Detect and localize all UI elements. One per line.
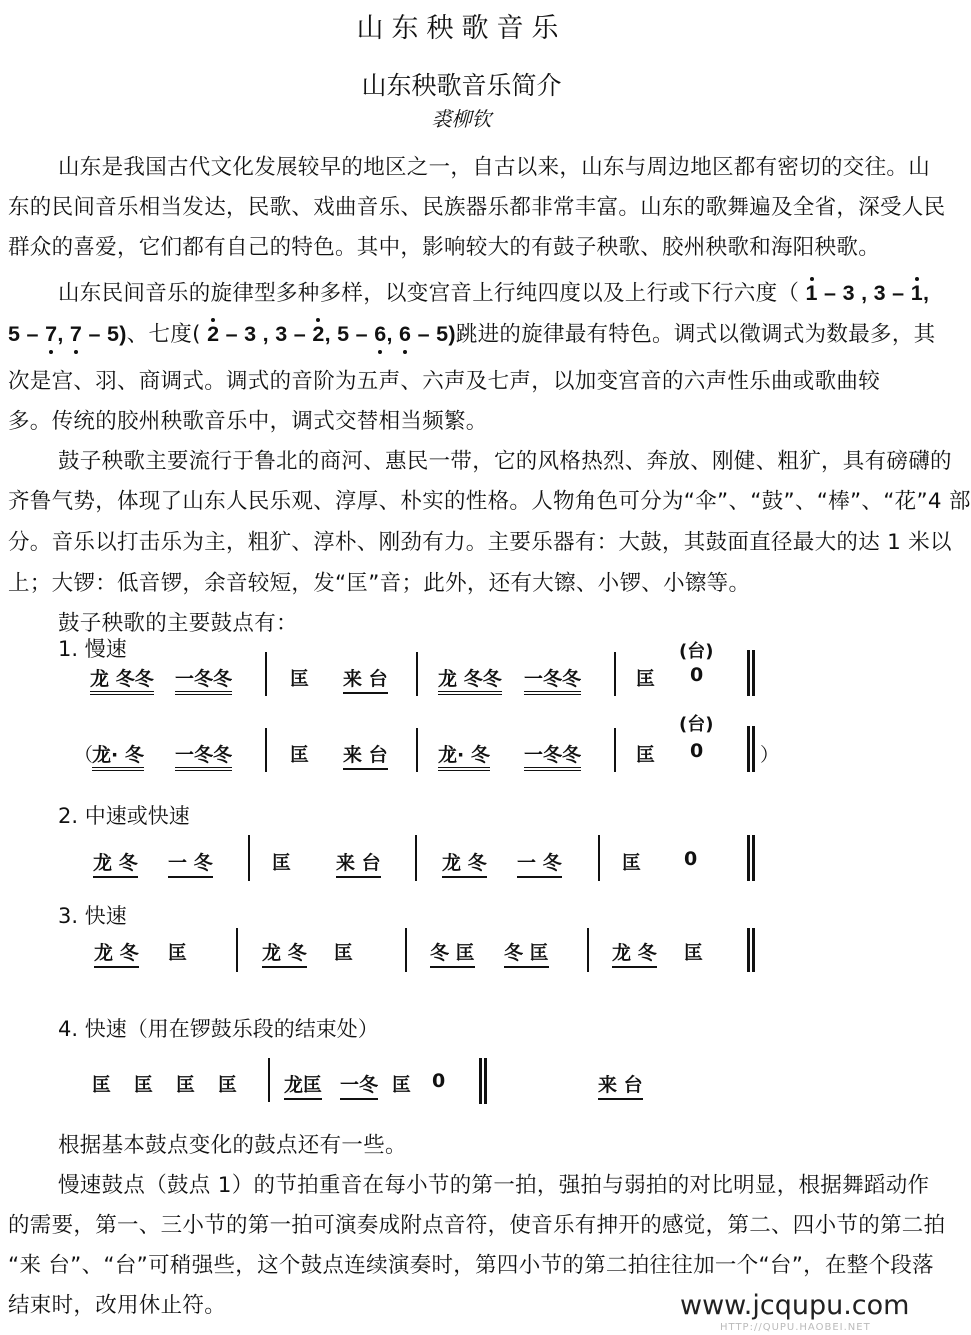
interval-comma: , (923, 281, 930, 305)
note-text: 龙 冬 (94, 942, 139, 968)
note-text: 龙 冬 (93, 852, 138, 878)
p2-text: 山东民间音乐的旋律型多种多样，以变宫音上行纯四度以及上行或下行六度（ (58, 281, 800, 306)
note-text: 匡 (176, 1074, 196, 1096)
optional-note: (台) (679, 641, 714, 662)
barline (614, 652, 616, 696)
paragraph-3-line-2: 齐鲁气势，体现了山东人民乐观、淳厚、朴实的性格。人物角色可分为“伞”、“鼓”、“棒”、“花”4 部 (8, 489, 971, 514)
barline (416, 728, 418, 772)
paragraph-6-line-2: 的需要，第一、三小节的第一拍可演奏成附点音符，使音乐有抻开的感觉，第二、四小节的第二拍 (8, 1213, 946, 1238)
note-group (612, 938, 657, 965)
note-text: 冬 匡 (430, 942, 475, 968)
note-text: 匡 (290, 668, 310, 690)
note-group (175, 664, 232, 691)
paragraph-1-line-2: 东的民间音乐相当发达，民歌、戏曲音乐、民族器乐都非常丰富。山东的歌舞遍及全省，深受人民 (8, 195, 946, 220)
interval-text: – 5) (417, 322, 456, 346)
note-text: 一 冬 (517, 852, 562, 878)
barline (614, 728, 616, 772)
interval-text: – 5) (88, 322, 127, 346)
paragraph-1-line-3: 群众的喜爱，它们都有自己的特色。其中，影响较大的有鼓子秧歌、胶州秧歌和海阳秧歌。 (8, 235, 881, 260)
open-paren: （ (74, 744, 94, 766)
watermark-site: www.jcqupu.com (680, 1290, 910, 1321)
document-title: 山东秧歌音乐 (356, 13, 567, 44)
note-text: 龙 冬 (262, 942, 307, 968)
note-text: 来 台 (343, 668, 388, 694)
rest-zero: 0 (690, 664, 704, 686)
note-text: 龙 冬 (612, 942, 657, 968)
note-group (524, 740, 581, 767)
high-note: 1 (805, 281, 818, 305)
note-text: 龙 冬冬 (438, 668, 502, 695)
note-text: 匡 (636, 744, 656, 766)
note-text: 来 台 (336, 852, 381, 878)
note-text: 来 台 (343, 744, 388, 770)
note-group (524, 664, 581, 691)
final-double-barline (747, 726, 755, 772)
rest-zero: 0 (684, 848, 698, 870)
note-group (262, 938, 307, 965)
interval-comma: , (57, 322, 64, 346)
watermark-faint: HTTP://QUPU.HAOBEI.NET (720, 1322, 871, 1333)
final-double-barline (479, 1058, 487, 1104)
high-note: 1 (910, 281, 923, 305)
pattern-4-heading: 4. 快速（用在锣鼓乐段的结束处） (58, 1017, 379, 1041)
note-text: 龙· 冬 (92, 744, 144, 771)
barline (416, 652, 418, 696)
note-group (94, 938, 139, 965)
note-group (517, 848, 562, 875)
final-double-barline (747, 928, 755, 972)
note-text: 匡 (272, 852, 292, 874)
note-group (340, 1070, 378, 1097)
note-group (438, 740, 490, 767)
note-group (504, 938, 549, 965)
paragraph-6-line-4: 结束时，改用休止符。 (8, 1293, 227, 1318)
interval-text: – 3 , 3 – (225, 322, 307, 346)
interval-text: – 3 , 3 – (824, 281, 905, 305)
paragraph-1-line-1: 山东是我国古代文化发展较早的地区之一，自古以来，山东与周边地区都有密切的交往。山 (58, 155, 931, 180)
low-note: 7 (69, 322, 83, 346)
note-text: 匡 (392, 1074, 412, 1096)
note-text: 匡 (622, 852, 642, 874)
note-group (336, 848, 381, 875)
note-group (284, 1070, 322, 1097)
barline (587, 928, 589, 972)
note-text: 龙匡 (284, 1074, 322, 1100)
note-group (168, 848, 213, 875)
note-text: 一冬冬 (524, 744, 581, 771)
high-note: 2 (312, 322, 325, 346)
paragraph-6-line-1: 慢速鼓点（鼓点 1）的节拍重音在每小节的第一拍，强拍与弱拍的对比明显，根据舞蹈动作 (58, 1173, 930, 1198)
note-text: 龙 冬冬 (90, 668, 154, 695)
note-text: 匡 (218, 1074, 238, 1096)
low-note: 7 (45, 322, 58, 346)
paragraph-2-line-3: 次是宫、羽、商调式。调式的音阶为五声、六声及七声，以加变宫音的六声性乐曲或歌曲较 (8, 369, 881, 394)
note-text: 龙· 冬 (438, 744, 490, 771)
barline (598, 835, 600, 881)
barline (268, 1058, 270, 1102)
paragraph-2-line-2 (8, 317, 935, 348)
barline (405, 928, 407, 972)
note-text: 匡 (168, 942, 188, 964)
close-paren: ） (760, 744, 780, 766)
barline (248, 835, 250, 881)
note-text: 匡 (92, 1074, 112, 1096)
barline (265, 652, 267, 696)
author-name: 裘柳钦 (431, 107, 492, 131)
pattern-2-heading: 2. 中速或快速 (58, 804, 190, 828)
optional-note: (台) (679, 714, 714, 735)
note-text: 龙 冬 (442, 852, 487, 878)
p2-text: 、七度( (126, 322, 201, 347)
paragraph-2-line-4: 多。传统的胶州秧歌音乐中，调式交替相当频繁。 (8, 409, 488, 434)
paragraph-2-line-1 (58, 276, 929, 307)
final-double-barline (747, 650, 755, 696)
note-group (343, 740, 388, 767)
note-group (92, 740, 144, 767)
low-note: 6 (399, 322, 412, 346)
note-group (343, 664, 388, 691)
high-note: 2 (207, 322, 220, 346)
note-group (430, 938, 475, 965)
barline (236, 928, 238, 972)
paragraph-3-line-4: 上；大锣：低音锣，余音较短，发“匡”音；此外，还有大镲、小锣、小镲等。 (8, 571, 751, 596)
low-note: 6 (374, 322, 387, 346)
note-text: 一冬冬 (175, 744, 232, 771)
paragraph-5: 根据基本鼓点变化的鼓点还有一些。 (58, 1133, 407, 1158)
note-text: 一冬 (340, 1074, 378, 1100)
note-text: 匡 (134, 1074, 154, 1096)
note-text: 匡 (636, 668, 656, 690)
note-text: 一 冬 (168, 852, 213, 878)
pattern-3-heading: 3. 快速 (58, 904, 127, 928)
p2-text: 跳进的旋律最有特色。调式以徵调式为数最多，其 (455, 322, 936, 347)
interval-text: , 5 – (324, 322, 368, 346)
note-group (93, 848, 138, 875)
final-double-barline (747, 835, 755, 881)
paragraph-6-line-3: “来 台”、“台”可稍强些，这个鼓点连续演奏时，第四小节的第二拍往往加一个“台”，在整个段落 (8, 1253, 934, 1278)
note-text: 一冬冬 (524, 668, 581, 695)
note-group (90, 664, 154, 691)
note-group (442, 848, 487, 875)
note-text: 匡 (684, 942, 704, 964)
note-text: 来 台 (598, 1074, 643, 1100)
interval-text: 5 – (8, 322, 39, 346)
article-subtitle: 山东秧歌音乐简介 (361, 71, 562, 100)
rest-zero: 0 (432, 1070, 446, 1092)
note-group (175, 740, 232, 767)
note-group (598, 1070, 643, 1097)
pattern-1-heading: 1. 慢速 (58, 637, 127, 661)
paragraph-4: 鼓子秧歌的主要鼓点有： (58, 611, 298, 636)
barline (415, 835, 417, 881)
note-text: 匡 (334, 942, 354, 964)
note-text: 一冬冬 (175, 668, 232, 695)
note-text: 冬 匡 (504, 942, 549, 968)
note-group (438, 664, 502, 691)
note-text: 匡 (290, 744, 310, 766)
barline (265, 728, 267, 772)
paragraph-3-line-3: 分。音乐以打击乐为主，粗犷、淳朴、刚劲有力。主要乐器有：大鼓，其鼓面直径最大的达 1 米以 (8, 530, 952, 555)
rest-zero: 0 (690, 740, 704, 762)
interval-comma: , (386, 322, 393, 346)
paragraph-3-line-1: 鼓子秧歌主要流行于鲁北的商河、惠民一带，它的风格热烈、奔放、刚健、粗犷，具有磅礴的 (58, 449, 952, 474)
